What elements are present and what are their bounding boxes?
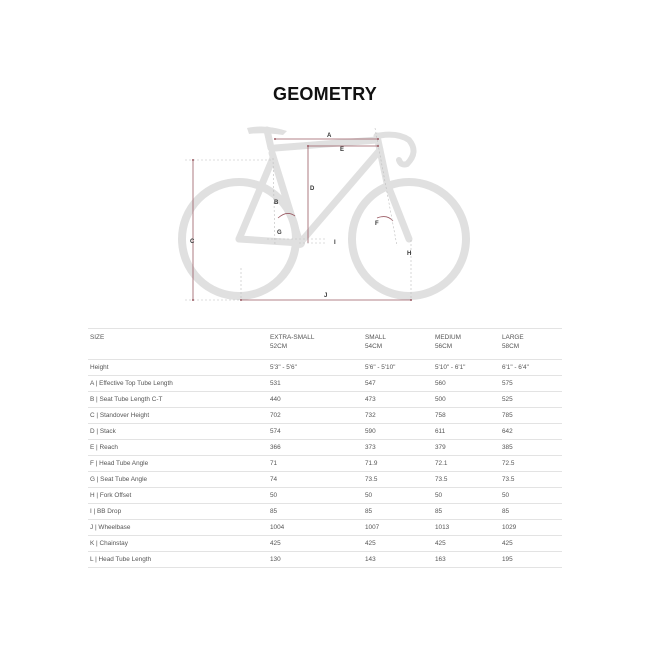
label-i: I — [334, 240, 336, 246]
row-value: 1004 — [268, 520, 363, 536]
row-value: 385 — [500, 440, 562, 456]
row-value: 560 — [433, 376, 500, 392]
row-value: 366 — [268, 440, 363, 456]
row-value: 195 — [500, 552, 562, 568]
row-value: 702 — [268, 408, 363, 424]
row-value: 130 — [268, 552, 363, 568]
table-row — [88, 392, 562, 408]
row-label: A | Effective Top Tube Length — [88, 376, 268, 392]
row-value: 425 — [268, 536, 363, 552]
row-value: 5'10" - 6'1" — [433, 360, 500, 376]
table-row — [88, 536, 562, 552]
label-j: J — [324, 293, 328, 299]
row-value: 425 — [500, 536, 562, 552]
row-value: 85 — [433, 504, 500, 520]
table-row — [88, 488, 562, 504]
label-c: C — [190, 239, 195, 245]
row-value: 74 — [268, 472, 363, 488]
row-value: 590 — [363, 424, 433, 440]
table-row — [88, 520, 562, 536]
row-value: 143 — [363, 552, 433, 568]
row-label: Height — [88, 360, 268, 376]
row-label: F | Head Tube Angle — [88, 456, 268, 472]
table-row — [88, 408, 562, 424]
row-label: H | Fork Offset — [88, 488, 268, 504]
row-label: E | Reach — [88, 440, 268, 456]
table-row — [88, 376, 562, 392]
row-label: D | Stack — [88, 424, 268, 440]
table-row — [88, 440, 562, 456]
row-value: 73.5 — [363, 472, 433, 488]
row-value: 5'3" - 5'6" — [268, 360, 363, 376]
table-row — [88, 360, 562, 376]
row-value: 163 — [433, 552, 500, 568]
row-value: 6'1" - 6'4" — [500, 360, 562, 376]
row-value: 50 — [363, 488, 433, 504]
row-value: 73.5 — [500, 472, 562, 488]
row-value: 1007 — [363, 520, 433, 536]
row-value: 72.1 — [433, 456, 500, 472]
header-size-l: LARGE 58CM — [500, 329, 562, 360]
row-value: 5'6" - 5'10" — [363, 360, 433, 376]
row-value: 642 — [500, 424, 562, 440]
row-value: 425 — [363, 536, 433, 552]
label-d: D — [310, 186, 315, 192]
label-e: E — [340, 147, 345, 153]
table-row — [88, 424, 562, 440]
row-label: J | Wheelbase — [88, 520, 268, 536]
row-value: 50 — [268, 488, 363, 504]
row-value: 71.9 — [363, 456, 433, 472]
table-row — [88, 504, 562, 520]
dimension-markers — [192, 138, 412, 301]
row-value: 473 — [363, 392, 433, 408]
row-value: 440 — [268, 392, 363, 408]
row-value: 72.5 — [500, 456, 562, 472]
row-label: B | Seat Tube Length C-T — [88, 392, 268, 408]
row-value: 71 — [268, 456, 363, 472]
label-b: B — [274, 200, 279, 206]
row-value: 531 — [268, 376, 363, 392]
row-value: 85 — [500, 504, 562, 520]
row-label: C | Standover Height — [88, 408, 268, 424]
table-header-row — [88, 329, 562, 360]
row-value: 547 — [363, 376, 433, 392]
dimension-lines — [193, 139, 411, 300]
row-label: L | Head Tube Length — [88, 552, 268, 568]
row-value: 73.5 — [433, 472, 500, 488]
label-h: H — [407, 251, 412, 257]
row-label: K | Chainstay — [88, 536, 268, 552]
row-value: 50 — [500, 488, 562, 504]
row-value: 732 — [363, 408, 433, 424]
row-value: 500 — [433, 392, 500, 408]
geometry-table — [88, 328, 562, 568]
table-row — [88, 552, 562, 568]
row-value: 373 — [363, 440, 433, 456]
label-g: G — [277, 230, 282, 236]
row-value: 1013 — [433, 520, 500, 536]
label-a: A — [327, 133, 332, 139]
row-label: G | Seat Tube Angle — [88, 472, 268, 488]
row-value: 611 — [433, 424, 500, 440]
row-value: 85 — [268, 504, 363, 520]
row-value: 50 — [433, 488, 500, 504]
table-row — [88, 472, 562, 488]
row-value: 758 — [433, 408, 500, 424]
row-value: 574 — [268, 424, 363, 440]
row-value: 1029 — [500, 520, 562, 536]
label-f: F — [375, 221, 379, 227]
row-value: 575 — [500, 376, 562, 392]
row-value: 379 — [433, 440, 500, 456]
bike-geometry-diagram — [175, 118, 475, 308]
row-value: 785 — [500, 408, 562, 424]
row-value: 425 — [433, 536, 500, 552]
header-size-s: SMALL 54CM — [363, 329, 433, 360]
row-label: I | BB Drop — [88, 504, 268, 520]
header-size-xs: EXTRA-SMALL 52CM — [268, 329, 363, 360]
table-row — [88, 456, 562, 472]
header-size-m: MEDIUM 56CM — [433, 329, 500, 360]
header-size: SIZE — [88, 329, 268, 360]
row-value: 525 — [500, 392, 562, 408]
row-value: 85 — [363, 504, 433, 520]
page-title: GEOMETRY — [273, 84, 377, 104]
